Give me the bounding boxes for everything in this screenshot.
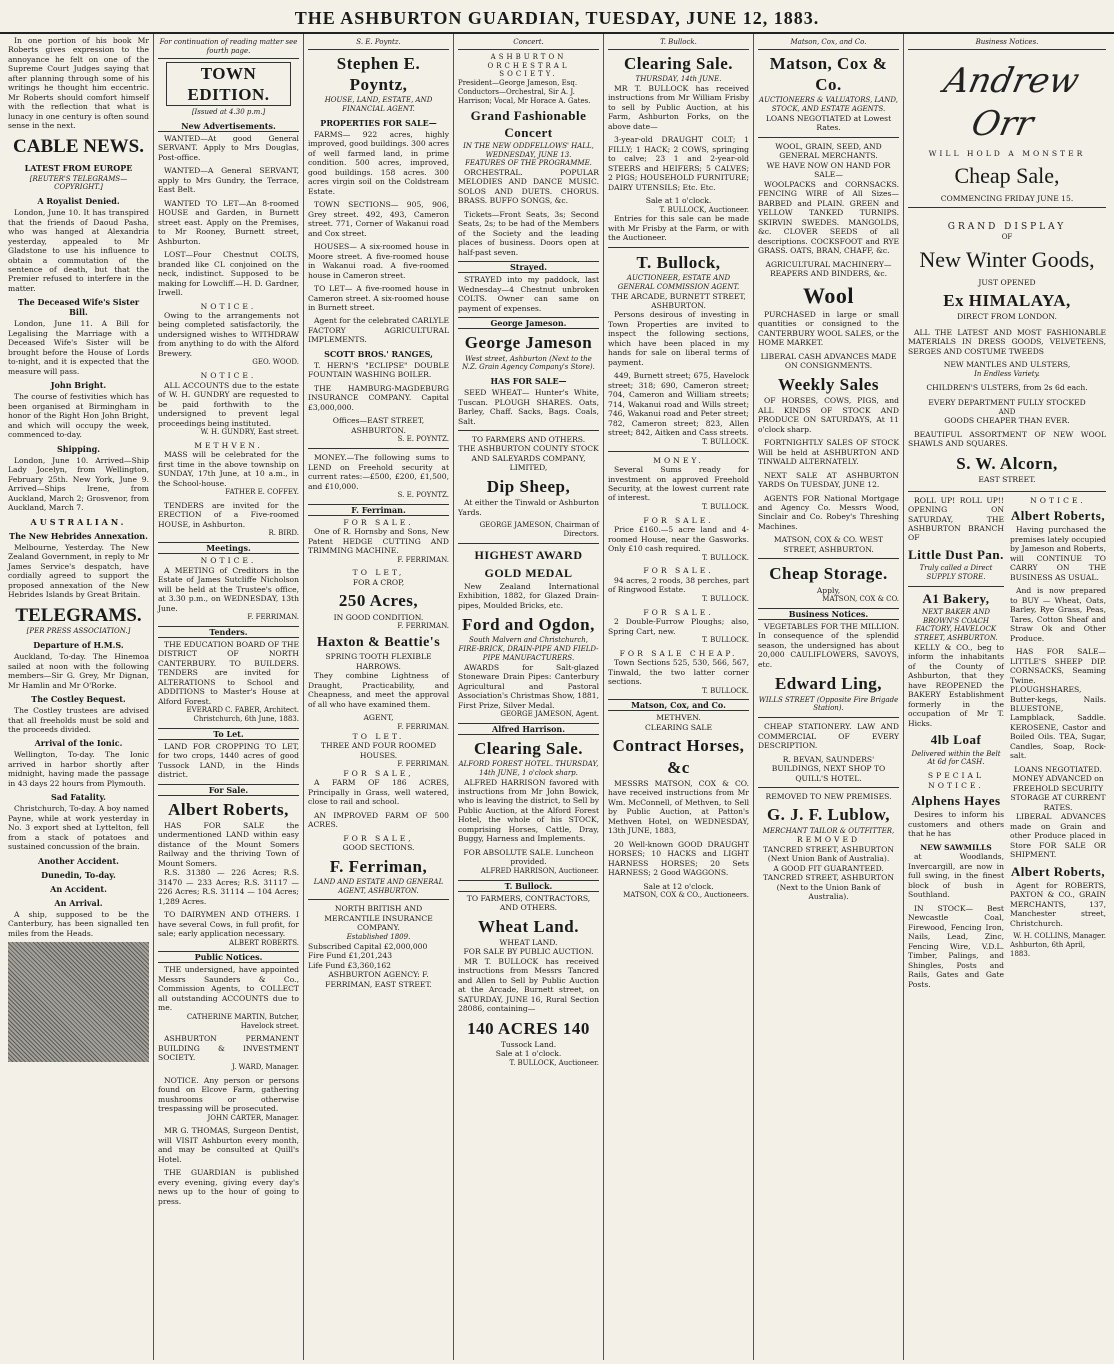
article-text: London, June 10. Arrived—Ship Lady Jocelyn, from Wellington, February 25th. New York, June 9. Arrived—Ships Irene, from Auckland, March 2; Grosvenor, from Auckland, March 7.: [8, 455, 149, 513]
for-sale-heading: FOR SALE.: [643, 607, 714, 617]
ad-signature: F. FERRIMAN.: [397, 622, 449, 631]
column-3: [304, 34, 454, 1360]
listing-text: BEAUTIFUL ASSORTMENT OF NEW WOOL SHAWLS AND SQUARES.: [908, 429, 1106, 449]
new-winter-goods-heading: New Winter Goods,: [919, 247, 1095, 273]
listing-text: FARMS— 922 acres, highly improved, good buildings. 300 acres of well farmed land, in prime condition. 500 acres, improved, good buildings. 158 acres. 300 acres virgin soil on the Coldstream Estate.: [308, 129, 449, 196]
ad-signature: S. E. POYNTZ.: [397, 491, 449, 499]
dateline: Ashburton, 6th April, 1883.: [1010, 941, 1086, 958]
classified-ad: STRAYED into my paddock, last Wednesday—4 Chestnut unbroken COLTS. Owner can same on payment of expenses.: [458, 275, 599, 313]
removed-heading: REMOVED: [796, 835, 861, 845]
article-heading: The Deceased Wife's Sister Bill.: [17, 297, 140, 318]
listing-text: WE HAVE NOW ON HAND FOR SALE—: [766, 160, 891, 180]
section-heading: Strayed.: [458, 261, 599, 273]
bakery-heading: A1 Bakery,: [922, 590, 990, 606]
capital-row: Subscribed Capital £2,000,000: [308, 941, 428, 951]
listing-text: Agent for the celebrated CARLYLE FACTORY AGRICULTURAL IMPLEMENTS.: [308, 316, 449, 345]
section-heading: F. Ferriman.: [308, 504, 449, 516]
listing-text: TOWN SECTIONS— 905, 906, Grey street. 492, 493, Cameron street. 771, Corner of Wakanui road and Cox street.: [308, 200, 449, 238]
masthead: [0, 0, 1114, 34]
ad-signature: R. BIRD.: [268, 529, 299, 538]
ad-signature: ALFRED HARRISON, Auctioneer.: [480, 866, 599, 875]
article-text: The Costley trustees are advised that all freeholds must be sold and the proceeds divided.: [8, 706, 149, 734]
ad-signature: T. BULLOCK, Auctioneer.: [509, 1058, 599, 1067]
article-text: Christchurch, To-day. A boy named Payne, while at work yesterday in No. 3 export shed at Lyttelton, fell from a stack of potatoes and sustained concussion of the brain.: [8, 804, 149, 852]
listing-text: TO LET— A five-roomed house in Cameron street. A six-roomed house in Burnett street.: [308, 284, 449, 312]
section-heading: To Let.: [158, 728, 299, 740]
ad-signature: F. FERRIMAN.: [247, 613, 299, 622]
ad-signature: T. BULLOCK.: [702, 502, 749, 511]
listing-text: Entries for this sale can be made with Mr Frisby at the Farm, or with the Auctioneer.: [608, 214, 749, 243]
listing-text: PURCHASED in large or small quantities or consigned to the CANTERBURY WOOL SALES, or the HOME MARKET.: [758, 310, 899, 348]
grand-display-heading: GRAND DISPLAY: [947, 222, 1067, 233]
award-heading: GOLD MEDAL: [484, 565, 573, 580]
ad-signature: R. BEVAN, SAUNDERS' BUILDINGS, NEXT SHOP TO QUILL'S HOTEL.: [771, 754, 886, 783]
sale-venue: ALFORD FOREST HOTEL. THURSDAY, 14th JUNE, 1 o'clock sharp.: [458, 760, 599, 777]
office-address: Offices—EAST STREET, ASHBURTON.: [332, 416, 425, 435]
ad-signature: F. FERRIMAN.: [397, 722, 449, 731]
listing-text: Agent for ROBERTS, PAXTON & CO., GRAIN MERCHANTS, 137, Manchester street, Christchurch.: [1010, 880, 1106, 928]
capital-row: Fire Fund £1,201,243: [308, 951, 393, 961]
advertiser-subtitle: LAND AND ESTATE AND GENERAL AGENT, ASHBURTON.: [313, 877, 444, 895]
listing-text: 94 acres, 2 roods, 38 perches, part of Ringwood Estate.: [608, 575, 749, 595]
weekly-sales-heading: Weekly Sales: [778, 374, 879, 394]
society-officers: President—George Jameson, Esq. Conductors—Orchestral, Sir A. J. Harrison; Vocal, Mr Horace A. Gates.: [458, 79, 591, 105]
article-text: Auckland, To-day. The Hinemoa sailed at noon with the following members—Sir G. Grey, Mr Dignan, Mr Hamlin and Mr O'Rorke.: [8, 652, 149, 690]
listing-text: LIBERAL ADVANCES made on Grain and other Produce placed in Store FOR SALE OR SHIPMENT.: [1010, 812, 1106, 860]
advertiser-address: TANCRED STREET, ASHBURTON (Next Union Bank of Australia).: [762, 844, 894, 864]
ad-signature: FATHER E. COFFEY.: [225, 488, 299, 497]
stock-list: 3-year-old DRAUGHT COLT; 1 FILLY; 1 HACK; 2 COWS, springing to calve; 23 1 and 2-year-old STEERS and HEIFERS; 5 CALVES; 2 PIGS; HOUSEHOLD FURNITURE; DAIRY UTENSILS; Etc. Etc.: [608, 135, 749, 192]
advertiser-subtitle: MERCHANT TAILOR & OUTFITTER,: [762, 826, 895, 835]
listing-text: Sale at 12 o'clock.: [643, 881, 714, 891]
article-text: The course of festivities which has been organised at Birmingham in honor of the Right Hon John Bright, and which will occupy the week, commenced to-day.: [8, 392, 149, 440]
insurance-heading: NORTH BRITISH AND MERCANTILE INSURANCE COMPANY.: [324, 904, 433, 933]
listing-text: EVERY DEPARTMENT FULLY STOCKED: [928, 398, 1086, 408]
column-header: Business Notices.: [908, 36, 1106, 50]
listing-text: LOANS NEGOTIATED at Lowest Rates.: [765, 113, 892, 133]
listing-text: FORTNIGHTLY SALES OF STOCK Will be held at ASHBURTON AND TINWALD ALTERNATELY.: [758, 438, 899, 467]
cheap-storage-heading: Cheap Storage.: [769, 564, 888, 584]
section-list: 449, Burnett street; 675, Havelock street; 318; 690, Cameron street; 704, Cameron and William streets; 714, Wakanui road and Wills street; 746, Wakanui road and Peter street; 782, Cameron street; 823, Allen street; 842, Aitken and Cass streets.: [608, 371, 749, 438]
advertiser-address: West street, Ashburton (Next to the N.Z. Grain Agency Company's Store).: [462, 354, 595, 372]
column-header: S. E. Poyntz.: [308, 36, 449, 50]
listing-text: Desires to inform his customers and others that he has: [908, 810, 1004, 839]
listing-text: FOR A CROP,: [352, 577, 405, 587]
newspaper-title: THE ASHBURTON GUARDIAN, TUESDAY, JUNE 12, 1883.: [294, 8, 820, 28]
article-text: A ship, supposed to be the Canterbury, has been signalled ten miles from the Heads.: [8, 909, 149, 938]
himalaya-heading: Ex HIMALAYA,: [943, 291, 1071, 311]
listing-text: GOOD SECTIONS.: [342, 843, 415, 853]
listing-text: CHEAP STATIONERY. LAW AND COMMERCIAL OF EVERY DESCRIPTION.: [758, 722, 899, 751]
advertiser-name: Albert Roberts,: [1010, 863, 1106, 879]
ad-signature: MATSON, COX & CO., Auctioneers.: [623, 891, 749, 900]
stock-list: HAS FOR SALE— LITTLE'S SHEEP DIP. CORNSACKS, Seaming Twine. PLOUGHSHARES, Butter-kegs, Nails. BLUESTONE, Lampblack, Saddle. KEROSENE, Castor and Boiled Oils. TEA, Sugar, Candles, Soap, Rock-salt.: [1010, 647, 1106, 761]
product-heading: SCOTT BROS.' RANGES,: [324, 348, 433, 359]
listing-text: METHVEN.: [656, 713, 701, 723]
classified-ad: ASHBURTON PERMANENT BUILDING & INVESTMENT SOCIETY.: [158, 1034, 299, 1063]
stock-list: IN STOCK— Best Newcastle Coal, Firewood, Fencing Iron, Nails, Lead, Zinc, Fencing Wire, V.D.L. Timber, Palings, and Shingles, Posts and Rails, Gates and Gate Posts.: [908, 903, 1004, 989]
wool-heading: Wool: [803, 282, 854, 308]
issued-time: [Issued at 4.30 p.m.]: [191, 108, 266, 116]
advertiser-subtitle: HOUSE, LAND, ESTATE, AND FINANCIAL AGENT.: [324, 96, 433, 113]
advertiser-name: T. Bullock,: [636, 252, 721, 272]
listing-text: WOOL, GRAIN, SEED, AND GENERAL MERCHANTS.: [775, 141, 882, 161]
listing-text: Sale at 1 o'clock.: [645, 196, 712, 206]
column-7: [904, 34, 1110, 1360]
listing-text: MESSRS MATSON, COX & CO. have received instructions from Mr Wm. McConnell, of Methven, to Sell by Public Auction, at Patton's Methven Hotel, on WEDNESDAY, 13th JUNE, 1883,: [608, 778, 749, 836]
listing-text: AGRICULTURAL MACHINERY—REAPERS AND BINDERS, &c.: [765, 259, 892, 279]
dust-pan-heading: Little Dust Pan.: [908, 546, 1004, 562]
column-1: [4, 34, 154, 1360]
notice-heading: NOTICE.: [200, 556, 257, 566]
advertiser-name: F. Ferriman,: [329, 856, 428, 876]
article-heading: John Bright.: [50, 380, 107, 391]
intro-article: [8, 36, 149, 131]
cable-news-heading: CABLE NEWS.: [13, 135, 144, 157]
classified-ad: HAS FOR SALE the undermentioned LAND within easy distance of the Mount Somers Railway and the thriving Town of Mount Somers.: [158, 820, 299, 868]
tickets-text: Tickets—Front Seats, 3s; Second Seats, 2s; to be had of the Members of the Society and the leading places of business. Doors open at half-past seven.: [458, 209, 599, 257]
notice-heading: NOTICE.: [1030, 495, 1086, 505]
section-heading: PROPERTIES FOR SALE—: [320, 117, 437, 128]
page-columns: [4, 34, 1110, 1360]
advertiser-address: NEXT BAKER AND BROWN'S COACH FACTORY, HAVELOCK STREET, ASHBURTON.: [914, 607, 998, 643]
classified-ad: THE undersigned, have appointed Messrs Saunders & Co., Commission Agents, to COLLECT all outstanding ACCOUNTS due to me.: [158, 965, 299, 1013]
acres-heading: 140 ACRES 140: [467, 1018, 590, 1038]
cable-credit: [REUTER'S TELEGRAMS—COPYRIGHT.]: [29, 174, 128, 192]
ad-signature: T. BULLOCK.: [702, 636, 749, 645]
capital-row: Life Fund £3,360,162: [308, 960, 391, 970]
section-heading: Meetings.: [158, 542, 299, 554]
classified-ad: MR G. THOMAS, Surgeon Dentist, will VISIT Ashburton every month, and may be consulted at Quill's Hotel.: [158, 1126, 299, 1164]
section-heading: Business Notices.: [758, 608, 899, 620]
listing-text: A FARM OF 186 ACRES, Principally in Grass, well watered, close to rail and school.: [308, 778, 449, 807]
ad-signature: S. E. POYNTZ.: [397, 435, 449, 444]
column-6: [754, 34, 904, 1360]
company-name: THE ASHBURTON COUNTY STOCK AND SALEYARDS COMPANY, LIMITED,: [458, 444, 599, 473]
advertiser-address: EAST STREET.: [978, 475, 1036, 485]
product-heading: Haxton & Beattie's: [316, 634, 441, 650]
article-heading: The New Hebrides Annexation.: [9, 530, 148, 541]
listing-text: AGENT,: [363, 713, 394, 723]
advertiser-name: Stephen E. Poyntz,: [336, 53, 421, 94]
advertiser-name: Ford and Ogdon,: [462, 615, 595, 635]
listing-text: MONEY.—The following sums to LEND on Freehold security at current rates:—£500, £200, £1,500, and £10,000.: [308, 453, 449, 491]
listing-text: Town Sections 525, 530, 566, 567, Tinwald, the two latter corner sections.: [608, 658, 749, 687]
andrew-orr-signature: Andrew Orr: [940, 60, 1083, 144]
listing-text: AN IMPROVED FARM OF 500 ACRES.: [308, 810, 449, 830]
column-header: For continuation of reading matter see fourth page.: [158, 36, 299, 59]
established-year: Established 1809.: [346, 932, 411, 941]
listing-text: LOANS NEGOTIATED.: [1014, 764, 1102, 774]
town-edition-heading: TOWN EDITION.: [166, 62, 291, 107]
listing-text: THE HAMBURG-MAGDEBURG INSURANCE COMPANY. Capital £3,000,000.: [308, 383, 449, 412]
land-list: R.S. 31380 — 226 Acres; R.S. 31470 — 233 Acres; R.S. 31117 — 226 Acres; R.S. 31114 — 104 Acres; 1,289 Acres.: [158, 868, 299, 906]
listing-text: Tussock Land.: [500, 1039, 557, 1049]
telegrams-heading: TELEGRAMS.: [15, 604, 142, 626]
listing-text: 2 Double-Furrow Ploughs; also, Spring Cart, new.: [608, 617, 749, 636]
for-sale-heading: FOR SALE.: [643, 566, 714, 576]
notice-heading: NOTICE.: [200, 301, 257, 311]
listing-text: Sale at 1 o'clock.: [495, 1049, 562, 1059]
section-heading: George Jameson.: [458, 317, 599, 329]
article-text: Wellington, To-day. The Ionic arrived in harbor shortly after midnight, having made the passage in 43 days 22 hours from Plymouth.: [8, 750, 149, 788]
article-heading: Arrival of the Ionic.: [34, 738, 123, 749]
notice-heading: TO FARMERS, CONTRACTORS, AND OTHERS.: [466, 893, 591, 913]
listing-text: Several Sums ready for investment on approved Freehold Security, at the lowest current rate of interest.: [608, 465, 749, 503]
article-heading: Dunedin, To-day.: [41, 869, 116, 880]
listing-text: IN GOOD CONDITION.: [333, 612, 424, 622]
section-heading: Tenders.: [158, 626, 299, 638]
article-heading: Departure of H.M.S.: [33, 640, 124, 651]
for-sale-heading: FOR SALE.: [343, 517, 414, 527]
advertiser-name: Albert Roberts,: [1010, 508, 1106, 524]
listing-text: ALL THE LATEST AND MOST FASHIONABLE MATERIALS IN DRESS GOODS, VELVETEENS, SERGES AND COSTUME TWEEDS: [908, 327, 1106, 356]
telegrams-credit: [PER PRESS ASSOCIATION.]: [26, 627, 131, 636]
listing-text: One of R. Hornsby and Sons, New Patent HEDGE CUTTING AND TRIMMING MACHINE.: [308, 527, 449, 556]
advertiser-name: G. J. F. Lublow,: [766, 805, 891, 825]
listing-text: MR T. BULLOCK has received instructions from Mr William Frisby to sell by Public Auction, at his Farm, Ashburton Forks, on the above date—: [608, 83, 749, 131]
listing-text: WHEAT LAND.: [499, 937, 558, 947]
article-heading: Shipping.: [56, 443, 101, 454]
article-heading: Sad Fatality.: [51, 792, 106, 803]
advertiser-name: Matson, Cox & Co.: [769, 53, 888, 94]
classified-ad: LOST—Four Chestnut COLTS, branded like CL conjoined on the neck, indistinct. Supposed to be making for Lowcliff.—H. D. Gardner, Irwell.: [158, 250, 299, 298]
listing-text: ROLL UP! ROLL UP!! OPENING ON SATURDAY, THE ASHBURTON BRANCH OF: [908, 495, 1004, 543]
ad-signature: T. BULLOCK.: [702, 553, 749, 562]
clearing-sale-heading: Clearing Sale.: [624, 53, 733, 73]
listing-text: And is now prepared to BUY — Wheat, Oats, Barley, Rye Grass, Peas, Tares, Cotton Sheaf and Straw Ok and Other Produce.: [1010, 586, 1106, 643]
listing-text: AGENTS FOR National Mortgage and Agency Co. Messrs Wood, Sinclair and Co. Robey's Threshing Machines.: [758, 493, 899, 531]
concert-venue: IN THE NEW ODDFELLOWS' HALL, WEDNESDAY, JUNE 13.: [463, 141, 594, 159]
classified-ad: TENDERS are invited for the ERECTION of a Five-roomed HOUSE, in Ashburton.: [158, 500, 299, 529]
advertiser-subtitle: South Malvern and Christchurch, FIRE-BRICK, DRAIN-PIPE AND FIELD-PIPE MANUFACTURERS.: [458, 636, 599, 662]
listing-text: JUST OPENED: [978, 277, 1036, 287]
society-heading: ASHBURTON ORCHESTRAL SOCIETY.: [487, 52, 570, 79]
to-let-heading: TO LET,: [352, 568, 405, 578]
column-header: T. Bullock.: [608, 36, 749, 50]
article-heading: A Royalist Denied.: [37, 196, 120, 207]
classified-ad: WANTED TO LET—An 8-roomed HOUSE and Garden, in Burnett street east. Apply on the Premises, to Mr Rooney, Burnett street, Ashburton.: [158, 198, 299, 246]
listing-text: WILL HOLD A MONSTER: [928, 148, 1086, 158]
listing-text: GOODS CHEAPER THAN EVER.: [944, 416, 1070, 426]
ad-signature: T. BULLOCK.: [702, 594, 749, 603]
column-2: [154, 34, 304, 1360]
column-5: [604, 34, 754, 1360]
programme-heading: FEATURES OF THE PROGRAMME.: [465, 159, 592, 168]
section-heading: For Sale.: [158, 784, 299, 796]
ad-signature: T. BULLOCK.: [702, 437, 749, 446]
advertiser-name: George Jameson: [464, 333, 593, 353]
advertiser-name: S. W. Alcorn,: [956, 453, 1058, 473]
ad-signature: ALBERT ROBERTS.: [229, 938, 299, 947]
loaf-heading: 4lb Loaf: [930, 732, 982, 748]
article-text: Melbourne, Yesterday. The New Zealand Government, in reply to Mr James Service's despatch, have cordially agreed to support the proposed annexation of the New Hebrides Islands by Great Britain.: [8, 542, 149, 600]
dip-sheep-heading: Dip Sheep,: [486, 476, 571, 496]
section-heading: Matson, Cox, and Co.: [608, 699, 749, 711]
listing-text: CLEARING SALE: [645, 722, 712, 732]
classified-ad: TO DAIRYMEN AND OTHERS. I have several Cows, in full profit, for sale; early application necessary.: [158, 910, 299, 939]
section-heading: T. Bullock.: [458, 880, 599, 892]
classified-ad: THE EDUCATION BOARD OF THE DISTRICT OF NORTH CANTERBURY. TO BUILDERS. TENDERS are invited for ALTERATIONS to School and ADDITIONS to Master's House at Alford Forest.: [158, 639, 299, 706]
ad-signature: MATSON, COX & CO.: [822, 595, 899, 604]
section-heading: New Advertisements.: [158, 121, 299, 132]
listing-text: At either the Tinwald or Ashburton Yards.: [458, 498, 599, 517]
advertiser-name: Alphens Hayes: [911, 793, 1001, 809]
listing-text: OF: [1001, 233, 1013, 242]
clearing-sale-heading: Clearing Sale.: [474, 738, 583, 758]
listing-text: Truly called a Direct SUPPLY STORE.: [919, 564, 993, 581]
listing-text: VEGETABLES FOR THE MILLION. In consequence of the splendid season, the undersigned has about 20,000 CAULIFLOWERS, SAVOYS, etc.: [758, 621, 899, 669]
classified-ad: WANTED—A General SERVANT, apply to Mrs Gundry, the Terrace, East Belt.: [158, 166, 299, 195]
for-sale-heading: FOR SALE,: [343, 833, 414, 843]
listing-text: HOUSES— A six-roomed house in Moore street. A five-roomed house in Wakanui road. A five-roomed house in Cameron street.: [308, 242, 449, 280]
listing-text: THREE AND FOUR ROOMED HOUSES.: [320, 741, 437, 760]
listing-text: MONEY ADVANCED on FREEHOLD SECURITY: [1012, 774, 1104, 793]
for-sale-heading: FOR SALE.: [643, 515, 714, 525]
listing-text: AWARDS for Salt-glazed Stoneware Drain Pipes: Canterbury Agricultural and Pastoral Association's Christmas Show, 1881, First Prize, Silver Medal.: [458, 662, 599, 710]
sawmills-heading: NEW SAWMILLS: [920, 842, 992, 852]
notice-heading: NOTICE.: [200, 371, 257, 381]
australian-heading: AUSTRALIAN.: [30, 516, 127, 527]
to-let-heading: TO LET.: [352, 731, 405, 741]
article-heading: Another Accident.: [38, 855, 119, 866]
listing-text: Price £160.—5 acre land and 4-roomed House, near the Gasworks. Only £10 cash required.: [608, 525, 749, 554]
classified-ad: LAND FOR CROPPING TO LET, for two crops, 1440 acres of good Tussock LAND, in the Hinds district.: [158, 741, 299, 780]
classified-ad: A MEETING of Creditors in the Estate of James Sutcliffe Nicholson will be held at the Trustee's office, at 3.30 p.m., on WEDNESDAY, 13th June.: [158, 565, 299, 613]
award-heading: HIGHEST AWARD: [474, 547, 583, 562]
sale-date: THURSDAY, 14th JUNE.: [635, 75, 722, 83]
ad-signature: CATHERINE MARTIN, Butcher, Havelock street.: [186, 1012, 299, 1030]
ad-signature: GEORGE JAMESON, Agent.: [500, 710, 599, 719]
listing-text: NEW MANTLES AND ULSTERS,: [943, 360, 1071, 370]
listing-text: SEED WHEAT— Hunter's White, Tuscan. PLOUGH SHARES. Oats, Barley, Chaff. Sacks, Bags. Coals, Salt.: [458, 388, 599, 426]
listing-text: New Zealand International Exhibition, 1882, for Glazed Drain-pipes, Moulded Bricks, etc.: [458, 581, 599, 610]
listing-text: KELLY & CO., beg to inform the inhabitants of the County of Ashburton, that they have REOPENED the BAKERY Establishment formerly in the occupation of Mr T. Hicks.: [908, 642, 1004, 728]
contract-horses-heading: Contract Horses, &c: [612, 736, 745, 777]
damaged-print-area: [8, 942, 149, 1062]
section-heading: HAS FOR SALE—: [490, 376, 567, 387]
listing-text: at Woodlands, Invercargill, are now in full swing, in the finest block of bush in Southland.: [908, 852, 1004, 900]
ad-signature: EVERARD C. FABER, Architect. Christchurch, 6th June, 1883.: [186, 706, 299, 723]
ad-signature: MATSON, COX & CO. WEST STREET, ASHBURTON.: [773, 535, 884, 554]
concert-heading: Grand Fashionable Concert: [470, 108, 587, 140]
wheat-land-heading: Wheat Land.: [478, 916, 579, 936]
advertiser-subtitle: AUCTIONEERS & VALUATORS, LAND, STOCK, AND ESTATE AGENTS.: [759, 96, 898, 113]
classified-ad: MASS will be celebrated for the first time in the above township on SUNDAY, 17th June, at 10 a.m., in the School-house.: [158, 450, 299, 488]
ad-signature: T. BULLOCK, Auctioneer.: [659, 205, 749, 214]
ad-signature: GEORGE JAMESON, Chairman of Directors.: [479, 521, 599, 538]
listing-text: They combine Lightness of Draught, Practicability, and Cheapness, and meet the approval of all who have examined them.: [308, 671, 449, 709]
listing-text: CHILDREN'S ULSTERS, from 2s 6d each.: [926, 382, 1088, 392]
advertiser-name: Albert Roberts,: [168, 799, 289, 819]
listing-text: COMMENCING FRIDAY JUNE 15.: [940, 193, 1074, 203]
listing-text: A GOOD FIT GUARANTEED.: [773, 863, 884, 873]
cheap-sale-heading: Cheap Sale,: [954, 163, 1060, 189]
ad-signature: F. FERRIMAN.: [397, 759, 449, 768]
listing-text: FOR SALE BY PUBLIC AUCTION.: [463, 947, 594, 957]
programme-text: ORCHESTRAL. POPULAR MELODIES AND DANCE MUSIC. SOLOS AND DUETS. CHORUS. BRASS. BUFFO SONGS, &c.: [458, 168, 599, 206]
agency-footer: ASHBURTON AGENCY: F. FERRIMAN, EAST STREET.: [325, 970, 432, 989]
listing-text: SPRING TOOTH FLEXIBLE HARROWS.: [325, 652, 432, 671]
column-4: [454, 34, 604, 1360]
listing-text: T. HERN'S "ECLIPSE" DOUBLE FOUNTAIN WASHING BOILER.: [308, 360, 449, 380]
ad-signature: GEO. WOOD.: [252, 358, 299, 367]
ad-signature: JOHN CARTER, Manager.: [207, 1113, 299, 1122]
classified-ad: ALL ACCOUNTS due to the estate of W. H. GUNDRY are requested to be paid forthwith to the undersigned to prevent legal proceedings being instituted.: [158, 380, 299, 428]
article-heading: An Arrival.: [54, 897, 103, 908]
article-text: London, June 10. It has transpired that the friends of Daoud Pasha, who was hanged at Alexandria yesterday, appealed to Mr Gladstone to use his influence to obtain a commutation of the sentence of death, but that the Premier refused to interfere in the matter.: [8, 208, 149, 293]
advertiser-address: TANCRED STREET, ASHBURTON (Next to the Union Bank of Australia).: [762, 873, 894, 902]
column-header: Matson, Cox, and Co.: [758, 36, 899, 50]
listing-text: ALFRED HARRISON favored with instructions from Mr John Bowick, who is leaving the district, to Sell by Public Auction, at the Alford Forest Hotel, the whole of his STOCK, comprising Horses, Cattle, Dray, Buggy, Harness and Implements.: [458, 777, 599, 844]
ad-signature: W. H. COLLINS, Manager.: [1013, 932, 1106, 941]
methven-heading: METHVEN.: [194, 440, 263, 450]
section-heading: Alfred Harrison.: [458, 723, 599, 735]
article-text: London, June 11. A Bill for Legalising the Marriage with a Deceased Wife's Sister will be brought before the House of Lords to-night, and it is expected that the measure will pass.: [8, 319, 149, 376]
special-notice-heading: SPECIAL NOTICE.: [927, 771, 985, 790]
classified-ad: Owing to the arrangements not being completed satisfactorily, the undersigned wishes to WITHDRAW from anything to do with the Alford Brewery.: [158, 310, 299, 358]
listing-text: MR T. BULLOCK has received instructions from Messrs Tancred and Allen to Sell by Public Auction at the Arcade, Burnett street, on SATURDAY, JUNE 16, Rural Section 28086, containing—: [458, 956, 599, 1014]
listing-text: DIRECT FROM LONDON.: [957, 312, 1057, 322]
advertiser-subtitle: AUCTIONEER, ESTATE AND GENERAL COMMISSION AGENT.: [617, 274, 740, 291]
ad-signature: J. WARD, Manager.: [231, 1062, 299, 1071]
classified-ad: NOTICE. Any person or persons found on Elcove Farm, gathering mushrooms or otherwise trespassing will be prosecuted.: [158, 1075, 299, 1114]
stock-list: WOOLPACKS and CORNSACKS. FENCING WIRE of All Sizes—BARBED and PLAIN. GREEN and YELLOW TANKED TURNIPS. SKIRVIN SWEDES. MANGOLDS, &c. CLOVER SEEDS of all descriptions. COCKSFOOT and RYE GRASS. OATS, BRAN, CHAFF, &c.: [758, 179, 899, 256]
acres-heading: 250 Acres,: [338, 591, 419, 611]
advertiser-address: THE ARCADE, BURNETT STREET, ASHBURTON.: [611, 291, 746, 310]
for-sale-heading: FOR SALE,: [343, 768, 414, 778]
cable-subheading: LATEST FROM EUROPE: [24, 162, 133, 173]
listing-text: Persons desirous of investing in Town Properties are invited to inspect the following sections, which have been placed in my hands for sale on liberal terms of payment.: [608, 310, 749, 367]
listing-text: AND: [998, 407, 1016, 416]
column-header: Concert.: [458, 36, 599, 50]
listing-text: FOR ABSOLUTE SALE. Luncheon provided.: [463, 847, 594, 867]
article-heading: The Costley Bequest.: [31, 694, 126, 705]
classified-ad: THE GUARDIAN is published every evening, giving every day's news up to the hour of going to press.: [158, 1168, 299, 1206]
ad-signature: T. BULLOCK.: [702, 686, 749, 695]
listing-text: OF HORSES, COWS, PIGS, and ALL KINDS OF STOCK AND PRODUCE ON SATURDAYS, At 11 o'clock sharp.: [758, 396, 899, 434]
intro-text: In one portion of his book Mr Roberts gives expression to the annoyance he felt on one of the Supreme Court Judges saying that after planning through some of his writings he thought him eccentric. Mr Roberts should comfort himself with the reflection that what is lunacy in one century is often sound sense in the next.: [8, 36, 149, 131]
money-heading: MONEY.: [653, 455, 704, 465]
for-sale-heading: FOR SALE CHEAP.: [619, 648, 738, 658]
advertiser-name: Edward Ling,: [774, 674, 883, 694]
stock-list: 20 Well-known GOOD DRAUGHT HORSES; 10 HACKS and LIGHT HARNESS HORSES; 20 Sets HARNESS; 2 Good WAGGONS.: [608, 839, 749, 878]
advertiser-address: WILLS STREET (Opposite Fire Brigade Station).: [758, 695, 899, 713]
ad-signature: F. FERRIMAN.: [397, 555, 449, 564]
listing-text: In Endless Variety.: [974, 369, 1040, 378]
listing-text: NEXT SALE AT ASHBURTON YARDS On TUESDAY, JUNE 12.: [758, 470, 899, 490]
classified-ad: WANTED—At good General SERVANT. Apply to Mrs Douglas, Post-office.: [158, 133, 299, 162]
section-heading: Public Notices.: [158, 951, 299, 963]
listing-text: Having purchased the premises lately occupied by Jameson and Roberts, will CONTINUE TO CARRY ON THE BUSINESS AS USUAL.: [1010, 525, 1106, 582]
listing-text: REMOVED TO NEW PREMISES.: [765, 791, 892, 801]
listing-text: Delivered within the Belt At 6d for CASH.: [911, 749, 1001, 767]
listing-text: Apply,: [816, 585, 841, 595]
ad-signature: W. H. GUNDRY, East street.: [200, 428, 299, 437]
article-heading: An Accident.: [50, 883, 107, 894]
notice-heading: TO FARMERS AND OTHERS.: [471, 434, 586, 444]
listing-text: LIBERAL CASH ADVANCES MADE ON CONSIGNMENTS.: [760, 351, 897, 371]
listing-text: STORAGE AT CURRENT RATES.: [1010, 793, 1106, 812]
